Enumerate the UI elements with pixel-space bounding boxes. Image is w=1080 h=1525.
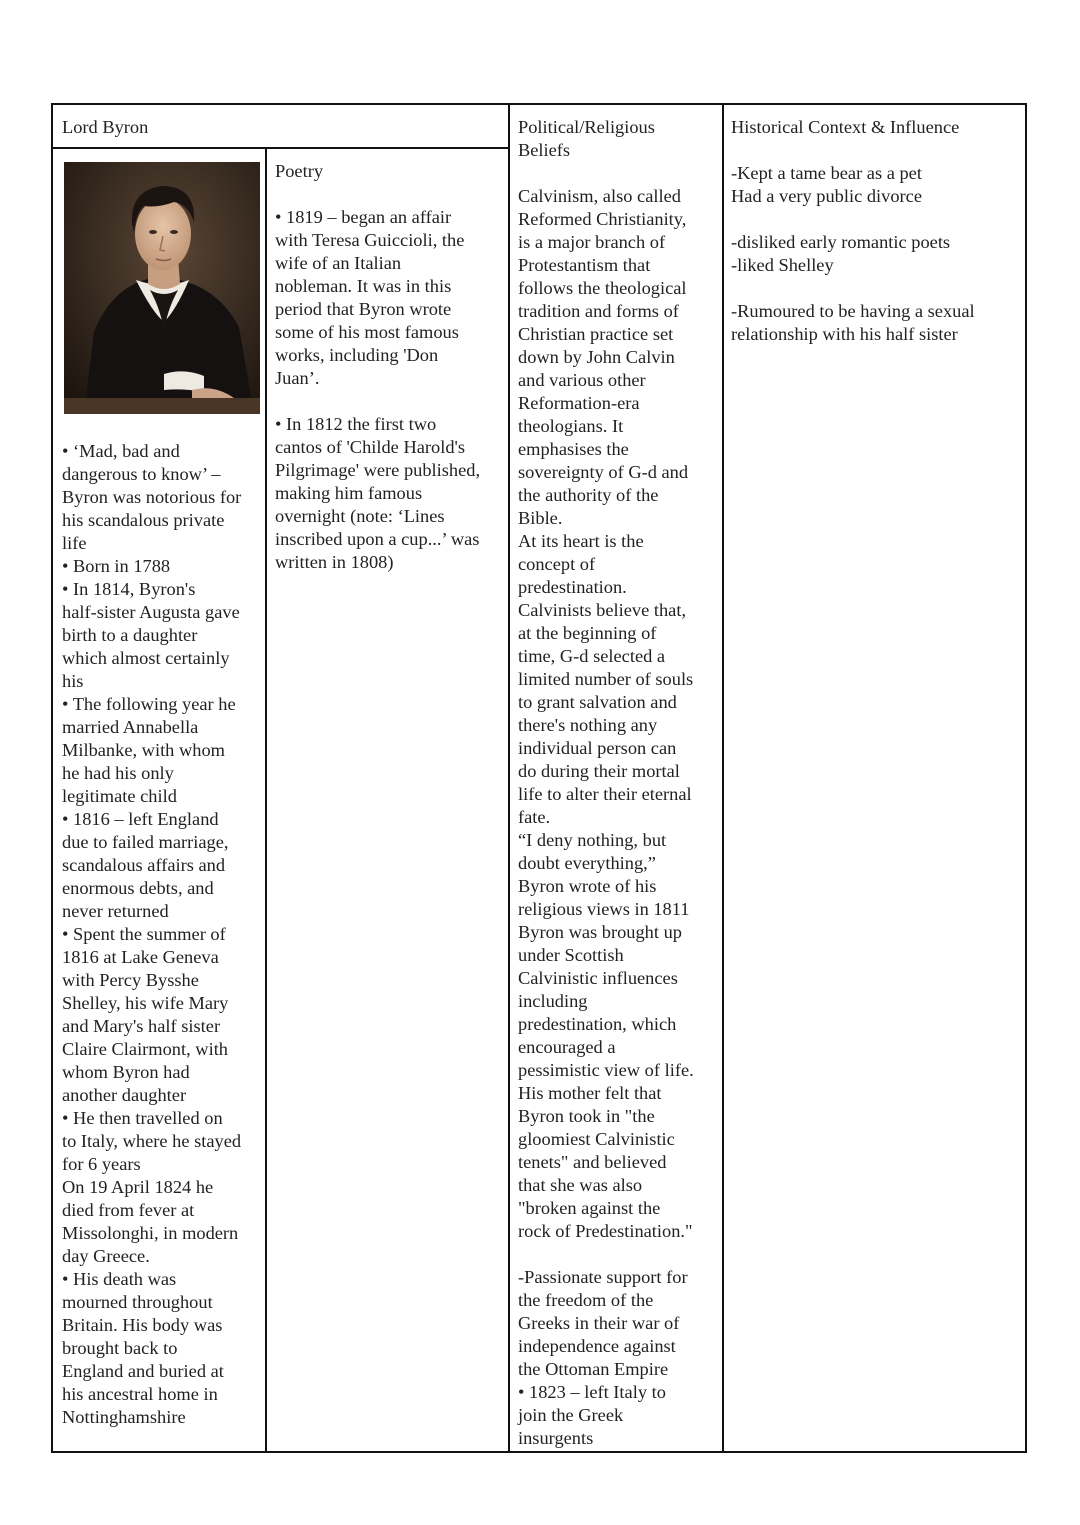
beliefs-line: predestination, which — [518, 1014, 677, 1034]
beliefs-line: rock of Predestination." — [518, 1221, 693, 1241]
biography-line: • In 1814, Byron's — [62, 579, 196, 599]
poetry-heading: Poetry — [275, 161, 324, 181]
beliefs-line: Byron was brought up — [518, 922, 682, 942]
context-header: Historical Context & Influence — [731, 117, 960, 137]
biography-line: his ancestral home in — [62, 1384, 218, 1404]
biography-line: for 6 years — [62, 1154, 141, 1174]
beliefs-header-cell — [518, 116, 718, 162]
biography-line: which almost certainly — [62, 648, 230, 668]
beliefs-line: encouraged a — [518, 1037, 616, 1057]
biography-line: he had his only — [62, 763, 174, 783]
beliefs-line: Bible. — [518, 508, 563, 528]
beliefs-line: Christian practice set — [518, 324, 674, 344]
beliefs-line: -Passionate support for — [518, 1267, 688, 1287]
poetry-line: written in 1808) — [275, 552, 394, 572]
biography-line: his scandalous private — [62, 510, 225, 530]
biography-line: Claire Clairmont, with — [62, 1039, 229, 1059]
beliefs-line: independence against — [518, 1336, 676, 1356]
beliefs-line: Byron took in "the — [518, 1106, 655, 1126]
biography-line: mourned throughout — [62, 1292, 213, 1312]
biography-cell — [62, 440, 262, 1429]
biography-line: married Annabella — [62, 717, 199, 737]
beliefs-line: join the Greek — [518, 1405, 624, 1425]
column-divider-2 — [508, 105, 510, 1451]
beliefs-line: that she was also — [518, 1175, 643, 1195]
biography-line: day Greece. — [62, 1246, 150, 1266]
beliefs-line: "broken against the — [518, 1198, 661, 1218]
biography-line: • The following year he — [62, 694, 236, 714]
context-line: relationship with his half sister — [731, 324, 958, 344]
beliefs-line: life to alter their eternal — [518, 784, 692, 804]
biography-line: birth to a daughter — [62, 625, 198, 645]
beliefs-line: Byron wrote of his — [518, 876, 657, 896]
biography-line: to Italy, where he stayed — [62, 1131, 242, 1151]
beliefs-line: the freedom of the — [518, 1290, 654, 1310]
beliefs-line: Calvinistic influences — [518, 968, 678, 988]
beliefs-line: concept of — [518, 554, 596, 574]
beliefs-line: theologians. It — [518, 416, 624, 436]
biography-line: half-sister Augusta gave — [62, 602, 240, 622]
lord-byron-header: Lord Byron — [62, 117, 149, 137]
poetry-line: Juan’. — [275, 368, 320, 388]
poetry-line: inscribed upon a cup...’ was — [275, 529, 480, 549]
poetry-line: Pilgrimage' were published, — [275, 460, 481, 480]
poetry-line: some of his most famous — [275, 322, 459, 342]
biography-line: • 1816 – left England — [62, 809, 219, 829]
biography-line: Britain. His body was — [62, 1315, 223, 1335]
biography-line: his — [62, 671, 84, 691]
poetry-line: • In 1812 the first two — [275, 414, 437, 434]
beliefs-line: predestination. — [518, 577, 627, 597]
context-line: -liked Shelley — [731, 255, 834, 275]
biography-line: Byron was notorious for — [62, 487, 242, 507]
beliefs-line: at the beginning of — [518, 623, 657, 643]
beliefs-line: insurgents — [518, 1428, 594, 1448]
poetry-line: overnight (note: ‘Lines — [275, 506, 445, 526]
beliefs-line: gloomiest Calvinistic — [518, 1129, 675, 1149]
biography-line: • Born in 1788 — [62, 556, 171, 576]
biography-line: life — [62, 533, 87, 553]
biography-line: • His death was — [62, 1269, 177, 1289]
biography-line: enormous debts, and — [62, 878, 214, 898]
beliefs-line: Calvinism, also called — [518, 186, 681, 206]
beliefs-line: tradition and forms of — [518, 301, 679, 321]
column-divider-1 — [265, 149, 267, 1451]
beliefs-line: the Ottoman Empire — [518, 1359, 669, 1379]
beliefs-line: His mother felt that — [518, 1083, 662, 1103]
biography-line: whom Byron had — [62, 1062, 190, 1082]
context-line: -Rumoured to be having a sexual — [731, 301, 975, 321]
biography-line: died from fever at — [62, 1200, 195, 1220]
biography-line: Shelley, his wife Mary — [62, 993, 229, 1013]
beliefs-line: including — [518, 991, 588, 1011]
poetry-line: • 1819 – began an affair — [275, 207, 452, 227]
beliefs-line: under Scottish — [518, 945, 624, 965]
biography-line: • He then travelled on — [62, 1108, 223, 1128]
beliefs-line: fate. — [518, 807, 551, 827]
beliefs-line: Greeks in their war of — [518, 1313, 680, 1333]
biography-line: 1816 at Lake Geneva — [62, 947, 219, 967]
biography-line: with Percy Bysshe — [62, 970, 199, 990]
poetry-line: cantos of 'Childe Harold's — [275, 437, 465, 457]
biography-line: Missolonghi, in modern — [62, 1223, 239, 1243]
beliefs-line: and various other — [518, 370, 646, 390]
context-cell — [731, 162, 1021, 346]
beliefs-line: Protestantism that — [518, 255, 651, 275]
biography-line: England and buried at — [62, 1361, 224, 1381]
biography-line: due to failed marriage, — [62, 832, 229, 852]
beliefs-line: do during their mortal — [518, 761, 680, 781]
beliefs-line: Reformed Christianity, — [518, 209, 687, 229]
poetry-line: making him famous — [275, 483, 423, 503]
beliefs-line: limited number of souls — [518, 669, 694, 689]
beliefs-line: Reformation-era — [518, 393, 640, 413]
byron-portrait-image — [64, 162, 260, 414]
beliefs-line: follows the theological — [518, 278, 687, 298]
poetry-cell — [275, 160, 507, 574]
beliefs-line: down by John Calvin — [518, 347, 675, 367]
beliefs-line: doubt everything,” — [518, 853, 656, 873]
biography-line: On 19 April 1824 he — [62, 1177, 214, 1197]
beliefs-cell — [518, 185, 720, 1450]
biography-line: Nottinghamshire — [62, 1407, 186, 1427]
biography-line: dangerous to know’ – — [62, 464, 221, 484]
beliefs-line: • 1823 – left Italy to — [518, 1382, 666, 1402]
biography-line: legitimate child — [62, 786, 177, 806]
document-table — [51, 103, 1027, 1453]
poetry-line: works, including 'Don — [275, 345, 439, 365]
poetry-line: with Teresa Guiccioli, the — [275, 230, 465, 250]
beliefs-line: religious views in 1811 — [518, 899, 690, 919]
context-line: Had a very public divorce — [731, 186, 922, 206]
beliefs-line: time, G-d selected a — [518, 646, 666, 666]
biography-line: Milbanke, with whom — [62, 740, 225, 760]
beliefs-line: the authority of the — [518, 485, 659, 505]
context-line: -disliked early romantic poets — [731, 232, 951, 252]
beliefs-line: individual person can — [518, 738, 677, 758]
lord-byron-header-cell — [62, 116, 502, 139]
beliefs-line: tenets" and believed — [518, 1152, 667, 1172]
beliefs-line: “I deny nothing, but — [518, 830, 667, 850]
beliefs-line: to grant salvation and — [518, 692, 677, 712]
beliefs-line: is a major branch of — [518, 232, 666, 252]
beliefs-line: there's nothing any — [518, 715, 658, 735]
beliefs-line: sovereignty of G-d and — [518, 462, 689, 482]
beliefs-header-line: Political/Religious — [518, 117, 655, 137]
beliefs-line: At its heart is the — [518, 531, 644, 551]
poetry-line: nobleman. It was in this — [275, 276, 452, 296]
poetry-line: wife of an Italian — [275, 253, 402, 273]
poetry-line: period that Byron wrote — [275, 299, 452, 319]
biography-line: never returned — [62, 901, 169, 921]
byron-portrait-svg — [64, 162, 260, 414]
biography-line: • Spent the summer of — [62, 924, 226, 944]
beliefs-line: Calvinists believe that, — [518, 600, 687, 620]
biography-line: brought back to — [62, 1338, 178, 1358]
context-line: -Kept a tame bear as a pet — [731, 163, 922, 183]
beliefs-line: pessimistic view of life. — [518, 1060, 694, 1080]
column-divider-3 — [722, 105, 724, 1451]
context-header-cell — [731, 116, 1021, 139]
beliefs-line: emphasises the — [518, 439, 629, 459]
beliefs-header-line: Beliefs — [518, 140, 571, 160]
header-divider — [53, 147, 508, 149]
biography-line: another daughter — [62, 1085, 187, 1105]
biography-line: scandalous affairs and — [62, 855, 226, 875]
biography-line: and Mary's half sister — [62, 1016, 221, 1036]
biography-line: • ‘Mad, bad and — [62, 441, 180, 461]
